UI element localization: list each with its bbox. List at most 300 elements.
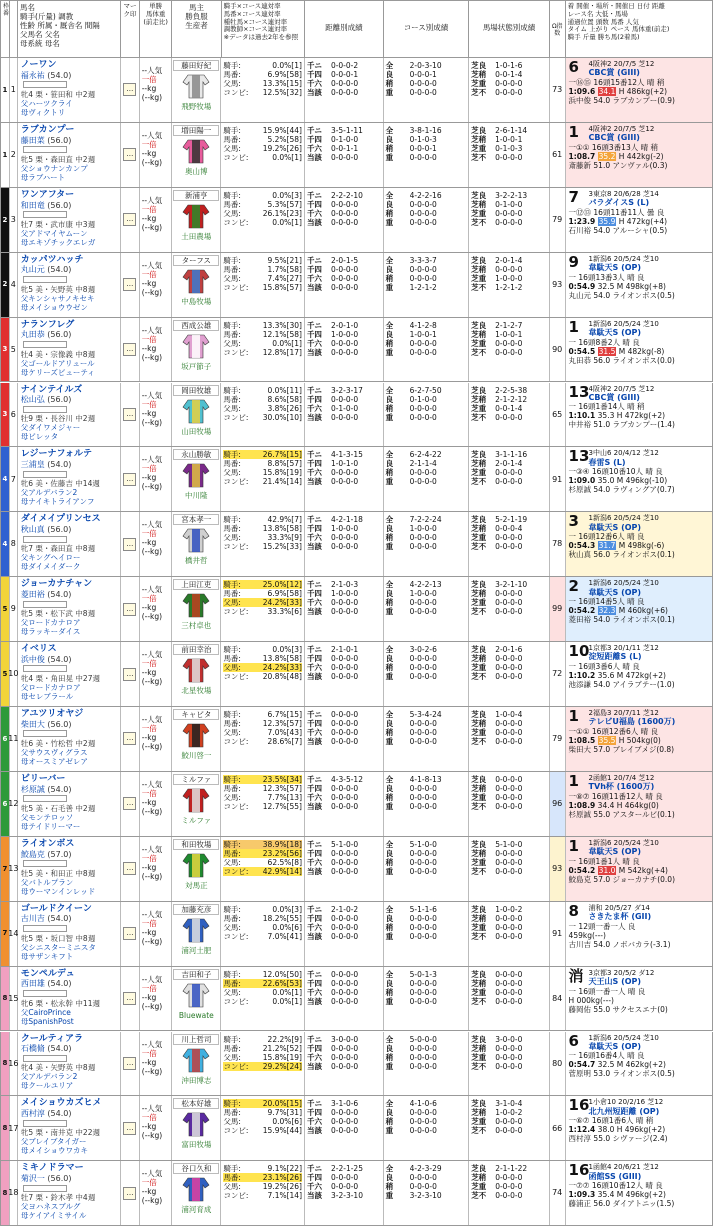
- jockey-name[interactable]: 鮫島克: [20, 849, 45, 859]
- horse-name[interactable]: イベリス: [20, 644, 57, 655]
- track-value: 0-0-0-0: [495, 672, 523, 682]
- horse-info: [18, 318, 121, 382]
- previous-race-name[interactable]: 韋駄天S (OP): [588, 847, 642, 857]
- rate-label: コンビ:: [223, 931, 249, 941]
- previous-time: 1:09.3: [568, 1190, 596, 1200]
- silks-icon: [182, 527, 210, 553]
- rate-line: [223, 737, 302, 746]
- odds-popularity: --人気: [141, 130, 163, 140]
- previous-race-name[interactable]: CBC賞 (GIII): [588, 392, 640, 402]
- track-value: 0-0-0-0: [495, 412, 523, 422]
- previous-race[interactable]: [566, 1096, 712, 1160]
- dist-value: 0-0-0-0: [330, 264, 359, 274]
- previous-race[interactable]: [566, 902, 712, 966]
- mark-select-button[interactable]: …: [123, 408, 136, 421]
- mark-cell: [121, 902, 140, 966]
- previous-race[interactable]: [566, 512, 712, 576]
- track-value: 0-0-0-0: [495, 857, 523, 867]
- dist-value: 2-1-0-3: [330, 580, 359, 590]
- distance-stats: [305, 253, 384, 317]
- horse-name[interactable]: ジョーカナチャン: [20, 579, 93, 590]
- jockey-name[interactable]: 古川吉: [20, 914, 45, 924]
- rate-stats: [221, 1032, 305, 1096]
- mark-select-button[interactable]: …: [123, 473, 136, 486]
- horse-name[interactable]: ゴールドクイーン: [20, 903, 92, 914]
- rate-line: [223, 515, 302, 524]
- rate-value: 12.0%[50]: [262, 969, 302, 979]
- track-line: [471, 1164, 547, 1173]
- course-line: [386, 386, 467, 395]
- rate-value: 0.0%[1]: [272, 987, 302, 997]
- mark-cell: [121, 253, 140, 317]
- course-line: [386, 459, 467, 468]
- distance-stats: [305, 447, 384, 511]
- previous-time: 1:08.9: [568, 800, 596, 810]
- track-line: [471, 1126, 547, 1135]
- rate-label: 父馬:: [223, 1117, 241, 1127]
- odds-popularity: --人気: [141, 390, 163, 400]
- rate-stats: [221, 1096, 305, 1160]
- mark-cell: [121, 642, 140, 706]
- horse-number: 10: [10, 642, 18, 706]
- previous-position: 一⑦⑦ 16頭10番12人 晴 良: [568, 1181, 663, 1191]
- track-value: 0-0-0-0: [495, 477, 523, 487]
- previous-meeting: 浦和 20/5/27 ダ14: [588, 903, 650, 912]
- owner-info: [172, 837, 221, 901]
- distance-stats: [305, 967, 384, 1031]
- jockey-name[interactable]: 秋山真: [20, 525, 45, 535]
- previous-race[interactable]: [566, 318, 712, 382]
- rate-stats: [221, 447, 305, 511]
- track-line: [471, 477, 547, 486]
- rate-line: [223, 70, 302, 79]
- track-line: [471, 135, 547, 144]
- previous-place: 6: [568, 58, 579, 76]
- previous-race[interactable]: [566, 383, 712, 447]
- omega-index: 93: [550, 837, 566, 901]
- track-stats: [469, 123, 550, 187]
- rate-line: [223, 283, 302, 292]
- rate-value: 13.3%[30]: [262, 320, 302, 330]
- course-label: 稍: [385, 792, 394, 802]
- previous-race[interactable]: [566, 188, 712, 252]
- horse-name[interactable]: メイショウカズヒメ: [20, 1098, 102, 1109]
- previous-jockey-winner: 丸田恭 56.0 ライオンボス(0.0): [568, 355, 675, 365]
- track-value: 0-0-0-0: [495, 866, 523, 876]
- weight-diff: (--kg): [141, 1001, 163, 1011]
- course-value: 0-0-0-0: [409, 542, 437, 552]
- rate-stats: [221, 1161, 305, 1225]
- dist-label: 千四: [306, 459, 322, 469]
- previous-jockey-winner: 池添謙 54.0 アイラブテー(1.0): [568, 680, 675, 690]
- horse-name[interactable]: ラブカンプー: [20, 124, 75, 135]
- rate-line: [223, 126, 302, 135]
- dist-label: 当該: [306, 282, 322, 292]
- mark-select-button[interactable]: …: [123, 1187, 136, 1200]
- previous-race[interactable]: [566, 1161, 712, 1225]
- course-value: 0-0-0-0: [409, 987, 437, 997]
- odds-info: [140, 383, 173, 447]
- horse-name[interactable]: ビリーバー: [20, 773, 66, 784]
- previous-race[interactable]: [566, 253, 712, 317]
- sex-age: 牝4: [20, 674, 34, 684]
- previous-race[interactable]: [566, 642, 712, 706]
- track-value: 1-0-1-6: [495, 61, 523, 70]
- mark-select-button[interactable]: …: [123, 992, 136, 1005]
- dist-value: 1-0-0-0: [330, 329, 359, 339]
- course-line: [386, 321, 467, 330]
- jockey-name[interactable]: 三浦皇: [20, 460, 45, 470]
- previous-race-name[interactable]: 韋駄天S (OP): [588, 587, 642, 597]
- horse-row: [0, 967, 713, 1032]
- rate-value: 19.2%[26]: [262, 143, 302, 153]
- rate-line: [223, 580, 302, 589]
- horse-name[interactable]: ナランフレグ: [20, 319, 75, 330]
- trainer: 栗・武市康: [35, 219, 73, 229]
- odds-popularity: --人気: [141, 455, 163, 465]
- course-line: [386, 598, 467, 607]
- mother-name: 母サザンキフト: [20, 951, 74, 961]
- previous-race-name[interactable]: 北九州短距離 (OP): [588, 1106, 660, 1116]
- father-name: 父サウスヴィグラス: [20, 747, 88, 757]
- previous-race[interactable]: [566, 707, 712, 771]
- odds-popularity: --人気: [141, 779, 163, 789]
- previous-race[interactable]: [566, 447, 712, 511]
- horse-row: [0, 123, 713, 188]
- dist-line: [307, 191, 381, 200]
- dist-line: [307, 524, 381, 533]
- previous-race-name[interactable]: 韋駄天S (OP): [588, 1041, 642, 1051]
- jockey-name[interactable]: 柴田大: [20, 719, 45, 729]
- rate-label: 父馬:: [223, 728, 241, 737]
- jockey-name[interactable]: 松山弘: [20, 395, 45, 405]
- rate-label: 騎手:: [223, 969, 241, 979]
- track-value: 2-0-1-4: [495, 459, 523, 469]
- dist-label: 千四: [307, 719, 322, 728]
- previous-race-name[interactable]: テレビU福島 (1600万): [588, 717, 676, 727]
- rate-line: [223, 459, 302, 468]
- dist-line: [307, 79, 381, 88]
- jockey-name[interactable]: 浜中俊: [20, 654, 45, 664]
- rate-line: [223, 1191, 302, 1200]
- previous-time: 1:12.4: [568, 1125, 596, 1135]
- previous-agari: 35.2: [598, 151, 616, 161]
- jockey-weight: (56.0): [47, 525, 72, 535]
- jockey-weight: (56.0): [47, 395, 72, 405]
- dist-value: 0-0-0-0: [330, 88, 359, 97]
- previous-agari: 35.6: [597, 671, 615, 681]
- jockey-name[interactable]: 杉原誠: [20, 784, 45, 794]
- dist-label: 千四: [306, 70, 322, 79]
- rate-label: 馬番:: [223, 913, 241, 923]
- sex-age: 牡7: [20, 1193, 34, 1203]
- track-value: 0-0-0-0: [495, 922, 523, 932]
- odds-mark-icon: 一倍: [141, 788, 157, 798]
- dist-value: 0-0-0-0: [330, 468, 359, 478]
- rate-value: 15.9%[44]: [262, 125, 302, 135]
- horse-name[interactable]: カッパツハッチ: [20, 254, 84, 265]
- previous-race-name[interactable]: 天王山S (OP): [588, 976, 642, 986]
- track-label: 芝稍: [471, 394, 487, 404]
- mark-select-button[interactable]: …: [123, 862, 136, 875]
- previous-race-name[interactable]: さきたま杯 (GII): [588, 912, 652, 922]
- course-label: 稍: [385, 403, 394, 413]
- course-label: 全: [385, 839, 394, 849]
- dist-value: 5-1-0-0: [331, 839, 359, 849]
- dist-line: [307, 404, 381, 413]
- previous-agari: 35.0: [597, 476, 615, 486]
- previous-race[interactable]: [566, 967, 712, 1031]
- horse-row: [0, 318, 713, 383]
- dist-line: [307, 580, 381, 589]
- mark-select-button[interactable]: …: [123, 538, 136, 551]
- mark-select-button[interactable]: …: [123, 668, 136, 681]
- course-label: 全: [385, 774, 394, 784]
- jockey-name[interactable]: 和田竜: [20, 200, 45, 210]
- mark-cell: [121, 1161, 140, 1225]
- previous-race[interactable]: [566, 577, 712, 641]
- previous-race-name[interactable]: パラダイスS (L): [588, 198, 650, 208]
- previous-meeting: 2函館1 20/7/4 芝12: [588, 773, 655, 782]
- dist-label: 千六: [307, 857, 322, 867]
- jockey-name[interactable]: 丸山元: [20, 265, 45, 275]
- jockey-name[interactable]: 丸田恭: [20, 330, 45, 340]
- rate-label: コンビ:: [223, 282, 249, 292]
- interval: 中8週: [75, 933, 96, 943]
- previous-race-name[interactable]: 韋駄天S (OP): [588, 263, 642, 273]
- track-label: 芝稍: [471, 264, 487, 274]
- rate-value: 20.8%[48]: [262, 672, 302, 682]
- rate-value: 13.8%[58]: [262, 654, 302, 664]
- breeder-name: 土田農場: [181, 231, 212, 241]
- horse-number: 1: [10, 58, 18, 122]
- breeder-name: 浦河土肥: [181, 945, 212, 955]
- mark-select-button[interactable]: …: [123, 148, 136, 161]
- rate-label: 父馬:: [223, 1182, 241, 1192]
- rate-value: 7.0%[41]: [267, 931, 302, 941]
- jockey-name[interactable]: 菱田裕: [20, 589, 45, 599]
- course-line: [386, 88, 467, 97]
- course-label: 全: [385, 125, 394, 135]
- previous-jockey-winner: 杉原誠 55.0 アスタールビ(0.1): [568, 809, 675, 819]
- course-label: 全: [385, 710, 394, 719]
- track-line: [471, 802, 547, 811]
- previous-race[interactable]: [566, 58, 712, 122]
- dist-label: 千ニ: [307, 969, 322, 979]
- waku-number: 7: [1, 902, 10, 966]
- previous-pace-weight: M 496kg(+2): [616, 1190, 666, 1200]
- track-label: 芝良: [471, 125, 487, 135]
- previous-race-name[interactable]: 春雷S (L): [588, 457, 626, 467]
- silks-icon: [182, 852, 210, 878]
- owner-name: 新浦亨: [173, 190, 219, 201]
- mark-cell: [121, 837, 140, 901]
- previous-race-name[interactable]: 函館SS (GIII): [588, 1171, 642, 1181]
- mark-select-button[interactable]: …: [123, 927, 136, 940]
- mark-select-button[interactable]: …: [123, 83, 136, 96]
- track-line: [471, 849, 547, 858]
- previous-race-name[interactable]: 淀短距離S (L): [588, 652, 642, 662]
- rate-line: [223, 200, 302, 209]
- mark-select-button[interactable]: …: [123, 1122, 136, 1135]
- rate-value: 0.0%[1]: [272, 152, 302, 162]
- previous-place: 1: [568, 122, 579, 141]
- previous-race[interactable]: [566, 1032, 712, 1096]
- trainer: 栗・松下武: [35, 609, 73, 619]
- previous-race[interactable]: [566, 837, 712, 901]
- rate-value: 9.1%[22]: [267, 1164, 302, 1174]
- jockey-name[interactable]: 西田雄: [20, 979, 45, 989]
- mark-select-button[interactable]: …: [123, 603, 136, 616]
- waku-number: 6: [1, 707, 10, 771]
- previous-jockey-winner: 浜中俊 54.0 ラブカンプー(0.9): [568, 95, 675, 105]
- track-label: 芝重: [471, 987, 487, 997]
- horse-name[interactable]: ダイメイプリンセス: [20, 514, 101, 525]
- mark-select-button[interactable]: …: [123, 797, 136, 810]
- horse-name[interactable]: ミキノドラマー: [20, 1163, 84, 1174]
- mark-select-button[interactable]: …: [123, 1057, 136, 1070]
- rate-value: 42.9%[14]: [262, 866, 302, 876]
- horse-name[interactable]: クールティアラ: [20, 1033, 83, 1044]
- rate-label: コンビ:: [223, 1191, 249, 1201]
- previous-race-name[interactable]: CBC賞 (GIII): [588, 133, 640, 143]
- interval: 中8週: [75, 868, 96, 878]
- previous-agari: 31.5: [598, 346, 616, 356]
- track-label: 芝良: [471, 580, 487, 590]
- dist-line: [307, 265, 381, 274]
- track-stats: [469, 1032, 550, 1096]
- dist-value: 0-0-0-0: [331, 1173, 359, 1183]
- previous-time: 1:08.5: [568, 735, 596, 745]
- horse-name[interactable]: ライオンボス: [20, 838, 75, 849]
- previous-race[interactable]: [566, 123, 712, 187]
- previous-race-name[interactable]: TVh杯 (1600万): [588, 782, 655, 792]
- rate-value: 33.3%[9]: [267, 533, 302, 543]
- weight-diff: (--kg): [141, 806, 163, 816]
- sex-age: 牝6: [20, 479, 34, 489]
- rate-line: [223, 645, 302, 654]
- horse-name[interactable]: アユツリオヤジ: [20, 709, 84, 719]
- track-value: 0-0-0-0: [495, 719, 523, 728]
- omega-index: 91: [550, 902, 566, 966]
- previous-position: 一①① 16頭12番6人 晴 良: [568, 726, 659, 736]
- jockey-weight: (54.0): [47, 589, 72, 599]
- previous-agari: 35.3: [597, 411, 615, 421]
- distance-stats: [305, 902, 384, 966]
- trainer: 栗・角田晃: [35, 674, 74, 684]
- rate-line: [223, 413, 302, 422]
- horse-info: [18, 967, 121, 1031]
- dist-line: [307, 256, 381, 265]
- horse-name[interactable]: レジーナフォルテ: [20, 449, 93, 460]
- previous-meeting: 1函館4 20/6/21 芝12: [588, 1163, 659, 1172]
- rate-line: [223, 339, 302, 348]
- previous-race[interactable]: [566, 772, 712, 836]
- jockey-name[interactable]: 石橋脩: [20, 1044, 45, 1054]
- rate-value: 12.3%[57]: [262, 719, 302, 728]
- dist-label: 千四: [306, 264, 322, 274]
- previous-race-name[interactable]: 韋駄天S (OP): [588, 522, 642, 532]
- jockey-weight: (54.0): [47, 784, 72, 794]
- header-dist: 距離別成績: [305, 1, 384, 57]
- horse-name[interactable]: ノーワン: [20, 60, 57, 70]
- jockey-name[interactable]: 藤田菜: [20, 135, 45, 145]
- jockey-name[interactable]: 福永祐: [20, 70, 45, 80]
- dist-value: 0-0-0-0: [331, 969, 359, 979]
- dist-line: [307, 737, 381, 746]
- sex-age: 牝5: [20, 609, 34, 619]
- course-value: 0-0-0-0: [409, 663, 437, 673]
- previous-time: 1:08.7: [568, 151, 596, 161]
- training-rating-icon: [23, 1185, 67, 1192]
- omega-index: 79: [550, 707, 566, 771]
- track-label: 芝重: [471, 1052, 487, 1062]
- horse-name[interactable]: ワンアフター: [20, 189, 75, 200]
- track-label: 芝稍: [471, 719, 487, 728]
- course-line: [386, 979, 467, 988]
- owner-info: [172, 447, 221, 511]
- breeder-name: 山田牧場: [181, 426, 212, 436]
- dist-line: [307, 1062, 381, 1071]
- mark-select-button[interactable]: …: [123, 732, 136, 745]
- dist-line: [307, 1164, 381, 1173]
- rate-line: [223, 802, 302, 811]
- rate-label: コンビ:: [223, 88, 249, 97]
- mark-select-button[interactable]: …: [123, 343, 136, 356]
- track-value: 0-1-0-0: [495, 199, 523, 209]
- previous-race-name[interactable]: 韋駄天S (OP): [588, 327, 642, 337]
- rate-label: 馬番:: [223, 394, 241, 404]
- rate-label: 父馬:: [223, 273, 241, 283]
- dist-line: [307, 413, 381, 422]
- waku-number: 1: [1, 123, 10, 187]
- rate-label: コンビ:: [223, 801, 249, 811]
- jockey-name[interactable]: 菊沢一: [20, 1174, 45, 1184]
- course-value: 0-0-0-0: [409, 1108, 437, 1118]
- rate-label: 馬番:: [223, 654, 241, 664]
- course-stats: [384, 1032, 470, 1096]
- jockey-name[interactable]: 西村淳: [20, 1109, 45, 1119]
- course-value: 0-0-0-0: [409, 913, 437, 923]
- rate-label: コンビ:: [223, 412, 249, 422]
- body-weight: --kg: [141, 1187, 157, 1197]
- track-value: 0-0-0-0: [495, 737, 523, 746]
- course-label: 全: [385, 515, 394, 525]
- waku-number: 2: [1, 188, 10, 252]
- mark-select-button[interactable]: …: [123, 278, 136, 291]
- odds-info: [140, 577, 173, 641]
- mark-select-button[interactable]: …: [123, 213, 136, 226]
- track-line: [471, 1044, 547, 1053]
- odds-info: [140, 837, 173, 901]
- course-value: 0-0-0-0: [409, 468, 437, 478]
- previous-race-name[interactable]: CBC賞 (GIII): [588, 68, 640, 78]
- horse-name[interactable]: ナインテイルズ: [20, 384, 83, 395]
- rate-line: [223, 1044, 302, 1053]
- trainer: 栗・鈴木孝: [35, 1193, 74, 1203]
- dist-label: 千ニ: [307, 839, 322, 849]
- horse-name[interactable]: モンペルデュ: [20, 968, 75, 979]
- course-label: 稍: [385, 1117, 394, 1127]
- omega-index: 78: [550, 512, 566, 576]
- course-label: 重: [385, 1061, 394, 1071]
- rate-line: [223, 395, 302, 404]
- dist-label: 当該: [307, 996, 322, 1006]
- trainer: 美・宗像義: [35, 349, 73, 359]
- track-stats: [469, 383, 550, 447]
- weight-diff: (--kg): [141, 482, 163, 492]
- track-label: 芝稍: [471, 589, 487, 599]
